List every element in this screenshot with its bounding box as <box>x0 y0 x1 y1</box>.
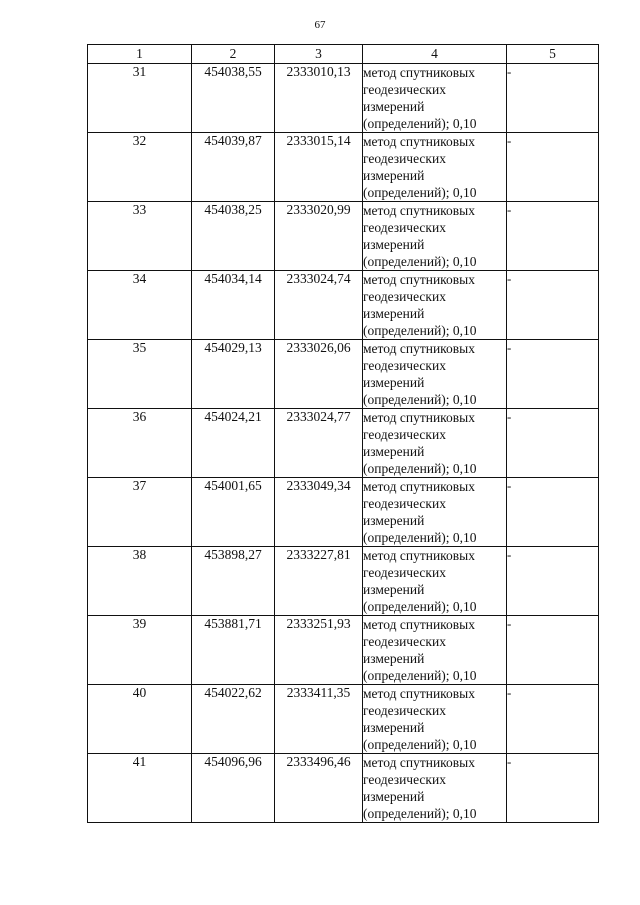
method-line: метод спутниковых <box>363 272 475 287</box>
method-line: метод спутниковых <box>363 686 475 701</box>
table-row <box>88 202 599 271</box>
note-cell: - <box>507 409 599 478</box>
point-number-cell: 34 <box>88 271 192 340</box>
method-cell <box>363 409 507 478</box>
method-cell <box>363 478 507 547</box>
coordinates-table <box>87 44 599 823</box>
method-line: (определений); 0,10 <box>363 323 477 338</box>
method-line: измерений <box>363 582 425 597</box>
method-cell <box>363 547 507 616</box>
method-line: (определений); 0,10 <box>363 599 477 614</box>
method-line: измерений <box>363 651 425 666</box>
method-cell <box>363 271 507 340</box>
method-line: геодезических <box>363 496 446 511</box>
method-line: метод спутниковых <box>363 617 475 632</box>
method-line: геодезических <box>363 703 446 718</box>
method-line: (определений); 0,10 <box>363 530 477 545</box>
method-line: измерений <box>363 444 425 459</box>
point-number-cell: 32 <box>88 133 192 202</box>
method-cell <box>363 340 507 409</box>
header-cell-5: 5 <box>507 45 599 64</box>
table-row <box>88 547 599 616</box>
point-number-cell: 31 <box>88 64 192 133</box>
table-row <box>88 685 599 754</box>
method-line: метод спутниковых <box>363 410 475 425</box>
table-row <box>88 409 599 478</box>
note-cell: - <box>507 271 599 340</box>
method-line: геодезических <box>363 772 446 787</box>
note-cell: - <box>507 64 599 133</box>
method-line: геодезических <box>363 358 446 373</box>
table-row <box>88 616 599 685</box>
method-line: (определений); 0,10 <box>363 806 477 821</box>
header-cell-1: 1 <box>88 45 192 64</box>
method-line: (определений); 0,10 <box>363 737 477 752</box>
point-number-cell: 35 <box>88 340 192 409</box>
method-cell <box>363 754 507 823</box>
coordinate-y-cell: 2333010,13 <box>275 64 363 133</box>
method-line: геодезических <box>363 220 446 235</box>
method-line: геодезических <box>363 427 446 442</box>
method-line: метод спутниковых <box>363 755 475 770</box>
coordinate-x-cell: 454024,21 <box>192 409 275 478</box>
method-line: измерений <box>363 513 425 528</box>
point-number-cell: 40 <box>88 685 192 754</box>
method-line: (определений); 0,10 <box>363 392 477 407</box>
coordinate-y-cell: 2333049,34 <box>275 478 363 547</box>
method-line: измерений <box>363 237 425 252</box>
coordinate-y-cell: 2333024,77 <box>275 409 363 478</box>
note-cell: - <box>507 340 599 409</box>
coordinate-y-cell: 2333251,93 <box>275 616 363 685</box>
method-cell <box>363 202 507 271</box>
point-number-cell: 37 <box>88 478 192 547</box>
coordinate-x-cell: 454038,55 <box>192 64 275 133</box>
coordinate-x-cell: 454001,65 <box>192 478 275 547</box>
method-line: (определений); 0,10 <box>363 254 477 269</box>
method-line: измерений <box>363 306 425 321</box>
table-row <box>88 478 599 547</box>
coordinate-x-cell: 454038,25 <box>192 202 275 271</box>
table-header-row <box>88 45 599 64</box>
note-cell: - <box>507 547 599 616</box>
method-line: (определений); 0,10 <box>363 461 477 476</box>
coordinate-y-cell: 2333015,14 <box>275 133 363 202</box>
coordinate-x-cell: 454022,62 <box>192 685 275 754</box>
method-line: метод спутниковых <box>363 65 475 80</box>
method-line: метод спутниковых <box>363 203 475 218</box>
method-cell <box>363 133 507 202</box>
method-line: геодезических <box>363 565 446 580</box>
page-number: 67 <box>314 19 326 31</box>
coordinate-y-cell: 2333411,35 <box>275 685 363 754</box>
method-line: (определений); 0,10 <box>363 668 477 683</box>
coordinate-y-cell: 2333496,46 <box>275 754 363 823</box>
point-number-cell: 36 <box>88 409 192 478</box>
method-line: измерений <box>363 168 425 183</box>
note-cell: - <box>507 685 599 754</box>
coordinate-x-cell: 453898,27 <box>192 547 275 616</box>
coordinate-y-cell: 2333020,99 <box>275 202 363 271</box>
coordinate-x-cell: 454096,96 <box>192 754 275 823</box>
method-line: геодезических <box>363 634 446 649</box>
method-line: геодезических <box>363 289 446 304</box>
note-cell: - <box>507 754 599 823</box>
note-cell: - <box>507 133 599 202</box>
header-cell-2: 2 <box>192 45 275 64</box>
point-number-cell: 39 <box>88 616 192 685</box>
coordinate-y-cell: 2333024,74 <box>275 271 363 340</box>
method-line: метод спутниковых <box>363 548 475 563</box>
coordinate-x-cell: 454039,87 <box>192 133 275 202</box>
table-row <box>88 133 599 202</box>
table-row <box>88 754 599 823</box>
method-line: геодезических <box>363 151 446 166</box>
method-line: (определений); 0,10 <box>363 185 477 200</box>
header-cell-3: 3 <box>275 45 363 64</box>
coordinate-y-cell: 2333227,81 <box>275 547 363 616</box>
method-line: метод спутниковых <box>363 134 475 149</box>
method-line: измерений <box>363 789 425 804</box>
header-cell-4: 4 <box>363 45 507 64</box>
note-cell: - <box>507 616 599 685</box>
method-cell <box>363 616 507 685</box>
method-line: метод спутниковых <box>363 341 475 356</box>
coordinate-x-cell: 453881,71 <box>192 616 275 685</box>
method-line: (определений); 0,10 <box>363 116 477 131</box>
method-line: измерений <box>363 99 425 114</box>
table-body <box>88 45 599 823</box>
note-cell: - <box>507 202 599 271</box>
coordinate-y-cell: 2333026,06 <box>275 340 363 409</box>
method-cell <box>363 685 507 754</box>
method-line: геодезических <box>363 82 446 97</box>
table-row <box>88 271 599 340</box>
method-line: метод спутниковых <box>363 479 475 494</box>
method-line: измерений <box>363 375 425 390</box>
table-row <box>88 340 599 409</box>
point-number-cell: 38 <box>88 547 192 616</box>
note-cell: - <box>507 478 599 547</box>
coordinate-x-cell: 454029,13 <box>192 340 275 409</box>
method-line: измерений <box>363 720 425 735</box>
coordinate-x-cell: 454034,14 <box>192 271 275 340</box>
point-number-cell: 33 <box>88 202 192 271</box>
method-cell <box>363 64 507 133</box>
point-number-cell: 41 <box>88 754 192 823</box>
table-row <box>88 64 599 133</box>
